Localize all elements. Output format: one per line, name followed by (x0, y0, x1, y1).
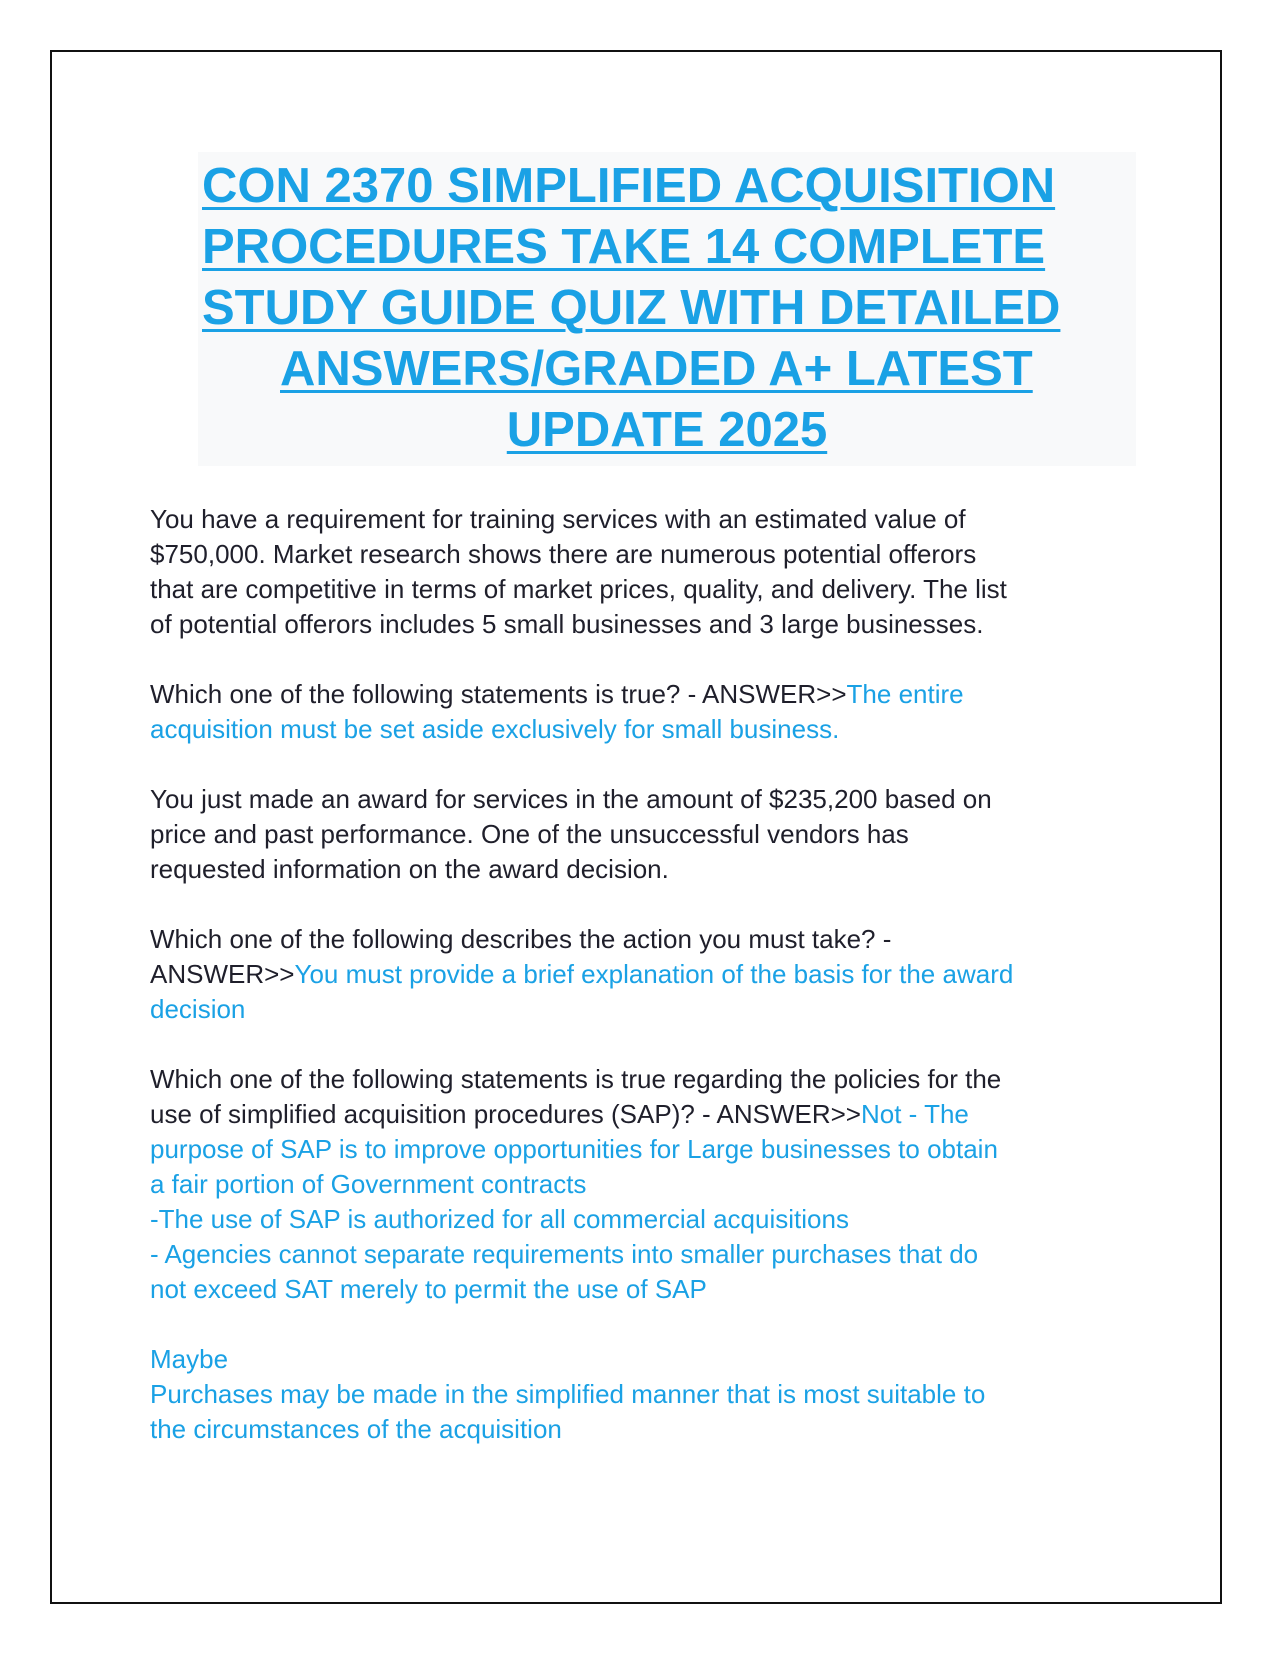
answer-3-line: purpose of SAP is to improve opportunities for Large businesses to obtain (150, 1134, 998, 1164)
question-2 (150, 922, 1150, 1027)
scenario-line: You just made an award for services in the amount of $235,200 based on (150, 784, 992, 814)
question-1-text: Which one of the following statements is true? - ANSWER>> (150, 679, 847, 709)
title-line-4[interactable]: ANSWERS/GRADED A+ LATEST (280, 342, 1033, 396)
answer-3-line: - Agencies cannot separate requirements into smaller purchases that do (150, 1239, 979, 1269)
maybe-line: Purchases may be made in the simplified manner that is most suitable to (150, 1379, 986, 1409)
scenario-line: that are competitive in terms of market prices, quality, and delivery. The list (150, 574, 1007, 604)
scenario-line: $750,000. Market research shows there are numerous potential offerors (150, 539, 977, 569)
question-3-text-cont: use of simplified acquisition procedures (SAP)? - ANSWER>> (150, 1099, 861, 1129)
answer-3-inline: Not - The (860, 1099, 969, 1129)
document-title (198, 152, 1136, 466)
answer-3-line: -The use of SAP is authorized for all commercial acquisitions (150, 1204, 849, 1234)
scenario-line: requested information on the award decision. (150, 854, 669, 884)
title-line-5[interactable]: UPDATE 2025 (506, 403, 828, 457)
answer-1-continued: acquisition must be set aside exclusively for small business. (150, 714, 840, 744)
title-line-3[interactable]: STUDY GUIDE QUIZ WITH DETAILED (202, 281, 1061, 335)
question-2-scenario (150, 782, 1150, 887)
maybe-line: the circumstances of the acquisition (150, 1414, 562, 1444)
quiz-content (150, 502, 1150, 1482)
answer-3-line: not exceed SAT merely to permit the use of SAP (150, 1274, 707, 1304)
title-line-2[interactable]: PROCEDURES TAKE 14 COMPLETE (202, 220, 1046, 274)
answer-2-continued: decision (150, 994, 246, 1024)
question-1-scenario (150, 502, 1150, 642)
answer-marker: ANSWER>> (150, 959, 295, 989)
maybe-label: Maybe (150, 1344, 229, 1374)
question-3-line (150, 1097, 1150, 1132)
question-2-line (150, 957, 1150, 992)
question-3-text: Which one of the following statements is true regarding the policies for the (150, 1064, 1002, 1094)
answer-2-text: You must provide a brief explanation of the basis for the award (294, 959, 1014, 989)
title-line-1[interactable]: CON 2370 SIMPLIFIED ACQUISITION (202, 159, 1056, 213)
question-3 (150, 1062, 1150, 1307)
scenario-line: price and past performance. One of the unsuccessful vendors has (150, 819, 909, 849)
question-1-line (150, 677, 1150, 712)
question-1 (150, 677, 1150, 747)
answer-3-line: a fair portion of Government contracts (150, 1169, 587, 1199)
scenario-line: of potential offerors includes 5 small businesses and 3 large businesses. (150, 609, 984, 639)
scenario-line: You have a requirement for training services with an estimated value of (150, 504, 966, 534)
question-2-text: Which one of the following describes the action you must take? - (150, 924, 892, 954)
question-3-maybe (150, 1342, 1150, 1447)
answer-1-text: The entire (846, 679, 964, 709)
